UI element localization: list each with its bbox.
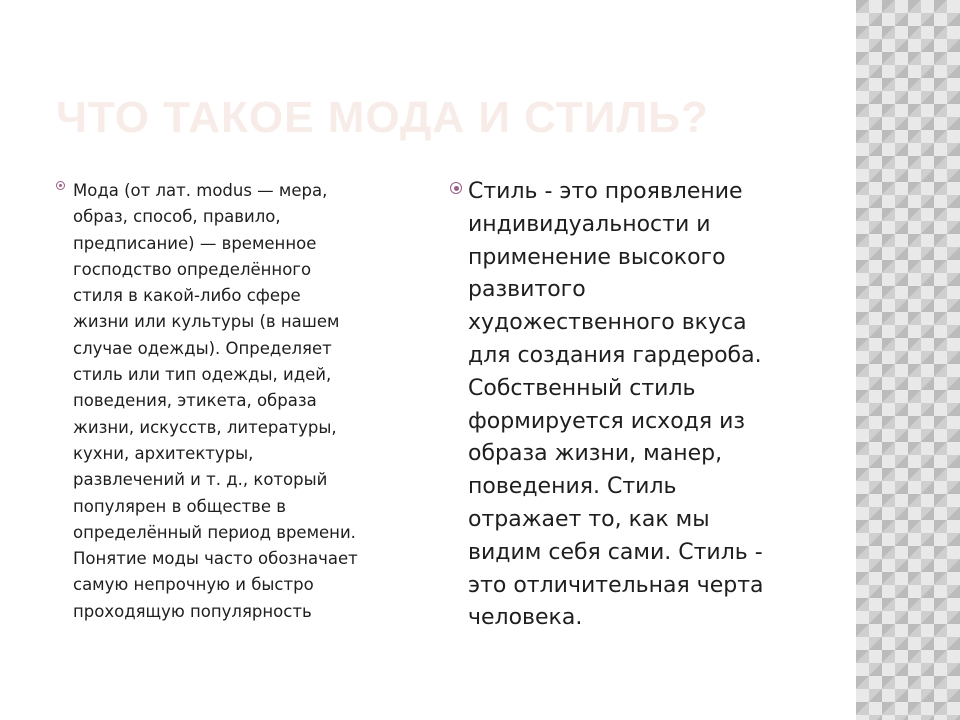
decorative-side-pattern — [856, 0, 960, 720]
bullet-item-fashion — [56, 178, 416, 625]
slide-title: ЧТО ТАКОЕ МОДА И СТИЛЬ? — [56, 93, 709, 142]
circle-bullet-icon — [450, 182, 462, 194]
bullet-item-style — [448, 176, 828, 635]
left-column — [56, 178, 416, 625]
fashion-definition-text: Мода (от лат. modus — мера, образ, способ, правило, предписание) — временное господство определённого стиля в какой-либо сфере жизни или культуры (в нашем случае одежды). Определяет стиль или тип одежды, идей, поведения, этикета, образа жизни, искусств, литературы, кухни, архитектуры, развлечений и т. д., который популярен в обществе в определённый период времени. Понятие моды часто обозначает самую непрочную и быстро проходящую популярность — [73, 181, 358, 621]
circle-bullet-icon — [56, 181, 65, 190]
style-definition-text: Стиль - это проявление индивидуальности и применение высокого развитого художественного вкуса для создания гардероба. Собственный стиль формируется исходя из образа жизни, манер, поведения. Стиль отражает то, как мы видим себя сами. Стиль - это отличительная черта человека. — [468, 179, 764, 631]
right-column — [448, 176, 828, 635]
